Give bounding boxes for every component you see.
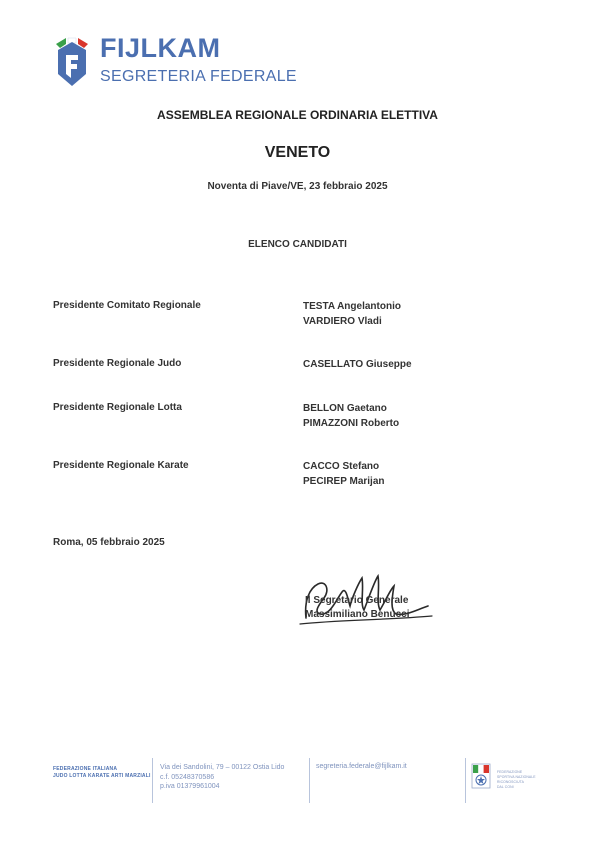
issue-place-date: Roma, 05 febbraio 2025 [53,537,165,548]
footer-email: segreteria.federale@fijlkam.it [316,763,407,770]
coni-emblem-icon [470,762,492,798]
footer-address-line: c.f. 05248370586 [160,773,215,781]
footer-address-line: Via dei Sandolini, 79 – 00122 Ostia Lido [160,764,285,771]
candidate-name: PECIREP Marijan [303,476,385,487]
footer-divider [465,758,466,803]
candidate-name: VARDIERO Vladi [303,316,382,327]
footer-divider [309,758,310,803]
candidate-name: BELLON Gaetano [303,403,387,414]
footer-organization [53,766,151,780]
footer-address-line: p.iva 01379961004 [160,783,220,790]
coni-text-line: FEDERAZIONE [497,770,523,774]
list-title: ELENCO CANDIDATI [248,239,347,250]
candidate-list [303,357,412,372]
footer-address [160,763,284,792]
coni-recognition-text [497,770,536,790]
role-label: Presidente Regionale Lotta [53,402,182,413]
fijlkam-logo-icon [52,34,92,90]
candidate-name: CASELLATO Giuseppe [303,359,412,370]
brand-subtitle: SEGRETERIA FEDERALE [100,68,297,85]
footer-divider [152,758,153,803]
candidate-name: PIMAZZONI Roberto [303,418,400,429]
footer-org-line: FEDERAZIONE ITALIANA [53,766,118,772]
role-label: Presidente Comitato Regionale [53,300,201,311]
candidate-name: TESTA Angelantonio [303,301,401,312]
coni-text-line: DAL CONI [497,785,514,789]
meeting-place-date: Noventa di Piave/VE, 23 febbraio 2025 [207,181,388,192]
role-label: Presidente Regionale Judo [53,358,182,369]
region-title: VENETO [264,144,331,161]
coni-text-line: RICONOSCIUTA [497,780,524,784]
role-label: Presidente Regionale Karate [53,460,189,471]
document-title: ASSEMBLEA REGIONALE ORDINARIA ELETTIVA [157,108,438,122]
candidate-list [303,401,399,431]
signatory-name: Massimiliano Benucci [305,609,410,620]
coni-text-line: SPORTIVA NAZIONALE [497,775,536,779]
candidate-name: CACCO Stefano [303,461,380,472]
signatory-role: Il Segretario Generale [305,595,409,606]
candidate-list [303,299,401,329]
footer-org-line: JUDO LOTTA KARATE ARTI MARZIALI [53,773,151,779]
candidate-list [303,459,385,489]
brand-name: FIJLKAM [100,33,221,63]
